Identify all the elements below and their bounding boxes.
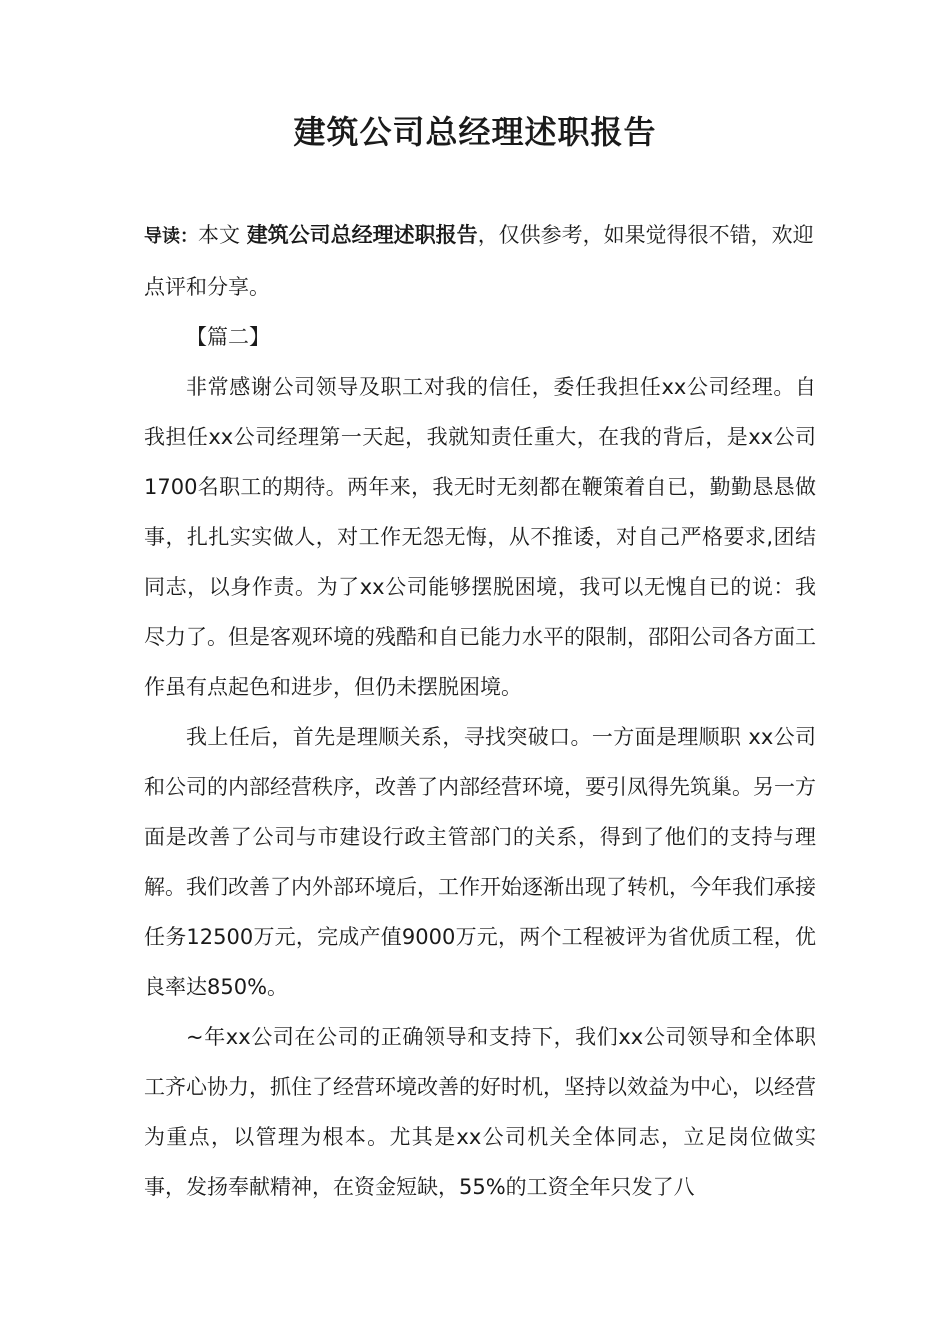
document-body: [144, 210, 816, 1212]
intro-prefix: 本文: [198, 223, 247, 247]
body-paragraph: 非常感谢公司领导及职工对我的信任，委任我担任xx公司经理。自我担任xx公司经理第一天起，我就知责任重大，在我的背后，是xx公司1700名职工的期待。两年来，我无时无刻都在鞭策着自已，勤勤恳恳做事，扎扎实实做人，对工作无怨无悔，从不推诿，对自己严格要求,团结同志，以身作责。为了xx公司能够摆脱困境，我可以无愧自已的说：我尽力了。但是客观环境的残酷和自已能力水平的限制，邵阳公司各方面工作虽有点起色和进步，但仍未摆脱困境。: [144, 375, 816, 699]
body-paragraph: 我上任后，首先是理顺关系，寻找突破口。一方面是理顺职 xx公司和公司的内部经营秩序，改善了内部经营环境，要引凤得先筑巢。另一方面是改善了公司与市建设行政主管部门的关系，得到了他们的支持与理解。我们改善了内外部环境后，工作开始逐渐出现了转机，今年我们承接任务12500万元，完成产值9000万元，两个工程被评为省优质工程，优良率达850%。: [144, 725, 816, 999]
intro-label: 导读：: [144, 226, 198, 247]
intro-doc-title: 建筑公司总经理述职报告: [246, 223, 478, 247]
intro-paragraph: [144, 210, 816, 312]
intro-suffix: ，仅供参考，如果觉得很不错，欢迎点评和分享。: [144, 223, 814, 299]
body-paragraph: ~年xx公司在公司的正确领导和支持下，我们xx公司领导和全体职工齐心协力，抓住了经营环境改善的好时机，坚持以效益为中心，以经营为重点，以管理为根本。尤其是xx公司机关全体同志，立足岗位做实事，发扬奉献精神，在资金短缺，55%的工资全年只发了八: [144, 1025, 816, 1199]
section-mark: 【篇二】: [186, 325, 270, 349]
document-title: 建筑公司总经理述职报告: [293, 113, 657, 151]
